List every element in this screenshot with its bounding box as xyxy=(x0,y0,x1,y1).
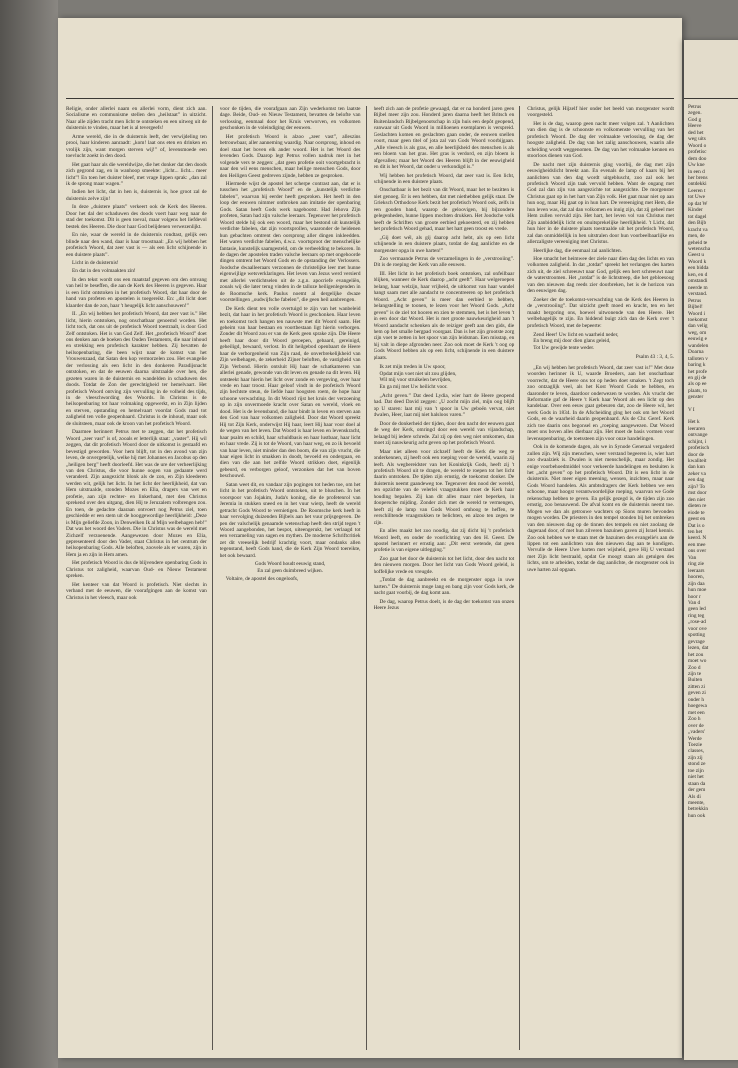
paragraph: Heerlijke dag, die eenmaal zal aanlichten. xyxy=(533,247,622,254)
adjacent-line: stond ze xyxy=(688,761,706,768)
adjacent-line: leeraars xyxy=(688,567,705,574)
adjacent-line: neerde m xyxy=(688,284,708,291)
column-4 xyxy=(527,106,674,1050)
adjacent-line: Woord k xyxy=(688,258,707,265)
paragraph: Het kenteer van dat Woord is profetisch. Niet slechts in verband met de eeuwen, die voorafgingen aan de komst van Christus in het vleesch, maar ook xyxy=(66,581,207,601)
adjacent-line: her brens xyxy=(688,174,708,181)
adjacent-line: hooren, xyxy=(688,574,705,581)
adjacent-line: Het k xyxy=(688,419,700,426)
verse-line: Opdat mijn voet niet uit zou glijden, xyxy=(379,370,457,377)
adjacent-line: Kinder xyxy=(688,207,703,214)
paragraph: Zoeker der de toekomst-verwachting van de Kerk des Heeren in de „verstrooiing”. Dat uitzicht geeft moed en kracht, ten en het maakt bergoring ons, hoewel uitwonende van den Heere. Het welbehagelijk te zijn. En hiddend buigt zich dan de Kerk over 't profetisch Woord, met de bepeerte: xyxy=(527,296,674,329)
paragraph: Door de donkerheid der tijden, door den nacht der eeuwen gaat de weg der Kerk, omringd door een wereld van vijandschap, belaagd bij iedere schrede. Zal zij op den weg niet omkomen, dan moet zij nauwkeurig acht geven op het profetisch Woord. xyxy=(373,420,515,447)
psalm-block xyxy=(533,332,674,351)
adjacent-line: profetisc xyxy=(688,149,707,156)
adjacent-line: een dag xyxy=(688,477,705,484)
adjacent-line: God g xyxy=(688,116,702,123)
adjacent-line: staan da xyxy=(688,780,706,787)
adjacent-line: ken, en d xyxy=(688,271,708,278)
newspaper-page xyxy=(58,18,682,1058)
paragraph: heeft zich aan de profetie gewaagd, dat er na honderd jaren geen Bijbel meer zijn zou. Honderd jaren daarna heeft het Britsch en Buitenlandsch Bijbelgenootschap in zijn huis een depôt geopend, vanwaar uit Gods Woord in millioenen exemplaren is verspreid. Geslachten komen en geslachten gaan onder, de eeuwen snellen voort, maar geen titel of jota zal van Gods Woord voorbijgaan. „Alle vleesch is als gras, en alle heerlijkheid des menschen is als een bloem van het gras. Het gras is verdord, en zijn bloem is afgevallen; maar het Woord des Heeren blijft in der eeuwigheid en dit is het Woord, dat onder u verkondigd is.” xyxy=(373,106,515,171)
paragraph: Licht in de duisternis! xyxy=(72,259,119,266)
psalm-reference: Psalm 43 : 3, 4, 5. xyxy=(635,354,674,361)
column-1 xyxy=(66,106,213,1050)
adjacent-line: op dat W xyxy=(688,200,708,207)
adjacent-line: geen led xyxy=(688,606,706,613)
paragraph: De Kerk dient ten volle overtuigd te zijn van het wanbeleid bezit, dat haar in het profetisch Woord is geschonken. Haar leven en toekomst toch hangen ten nauwste met dit Woord saam. Het geheim van haar bestaan en voortbestaan ligt hierin verborgen. Zonder dit Woord zou er van de Kerk geen sprake zijn. Die Heere heeft haar door dit Woord geroepen, gebaard, gereinigd, geheiligd, bewaard, verlost. In dit heilgebod openbaart de Heere haar de verborgenheid van Zijn raad, de onverbrekelijkheid van Zijn welbehagen, de zekerheid Zijner beloften, de vastigheid van Zijn Verbond. Hierin ontsluit Hij haar de schatkameren van allerlei genade, gewonde van dit leven en genade na dit leven. Hij ontsteekt haar hierin het licht over zonde en vergeving, over haar vrede en haar troost. Haar geloof vindt in de profetisch Woord zijn hechtste steun, de liefde haar hoogsten roem, de hope haar schoone verwachting. In dit Woord rijst het kruis der verzoening op in zijn onvermoede kracht over Satan en wereld, vloek en dood. Het is de levensband, die haar bindt in leven en sterven aan den God van haar volkomen zaligheid. Door dat Woord spreekt Hij tot Zijn Kerk, onderwijst Hij haar, leert Hij haar voor doel al de wegen van het leven. Dat Woord is haar leven en levenskracht, haar psalm en schild, haar schuldbasis en haar lustbaar, haar licht en haar vrede. Zij is tot de Woord, van haar weg, en zo ik bevoeld van haar leven, niet minder dan den boom, die van zijn vrucht, die haar eigen licht in smakken in doodt, bevoeld en ondergaan, en dien van die aan het zelfde Woord strikken doet, eigenlijk gebeurd, en verborgen geloof, verzonken dat het van boven beschouwd. xyxy=(219,305,361,480)
adjacent-line: plaats, to xyxy=(688,387,708,394)
adjacent-line: dan velig xyxy=(688,323,708,330)
paragraph: In deze „duistere plaats” verkeert ook de Kerk des Heeren. Door het dal der schaduwen des doods voert haar weg naar de stad der toekomst. Dit is geen toeval, maar volgens het liefdevol bestek des Heeren. Die door haar God belijdenen verwezenlijkt. xyxy=(66,204,207,230)
adjacent-page-text xyxy=(688,104,738,819)
paragraph: Daarmee herinnert Petrus met te zeggen, dat het profetisch Woord „zeer vast” is of, zooals er letterlijk staat: „vaster”. Hij wil zeggen, dat dit profetisch Woord door de uitkomst is gestaafd en bevestigd geworden. Voor hem blijft, tot in den avond van zijn leven, de onvergetelijk, welke hij met Johannes en Jacobus op den „heiligen berg” heeft doorleefd. Het was de ure der verheerlijking van den Christus, die voor hunne oogen van gedaante werd veranderd. Zijn aangezicht blonk als de zon, en Zijn kleederen werden wit, gelijk het licht. In het licht der heerlijkheid, dat van Hem uitstraalde, stonden Mozes en Elia, dragers van wet en profetie, aan zijn rechter- en linkerhand, met den Christus sprekend over den uitgang, dien Hij te Jeruzalem volbrengen zou. En toen, de gedachte daaraan ontvoert nog Petrus ziel, toen geschiedde er een stem uit de hooggewordige heerlijkheid: „Deze is Mijn geliefde Zoon, in Denwelken Ik al Mijn welbehagen heb!” Dat was het woord des Vaders. Die in Christus was de wereld met Zichzelf verzoenende. Aangewezen door Mozes en Elia, gepresenteerd door den Vader, staat Christus in het centrum der heilsopenbaring Gods. Alle beloften, zoovele als er waren, zijn in Hem ja en zijn in Hem amen. xyxy=(66,429,207,558)
adjacent-line: der gem xyxy=(688,787,706,794)
adjacent-line: geheid te xyxy=(688,239,708,246)
paragraph: „Totdat de dag aanbreekt en de morgenster opga in uwe harten.” De duisternis moge lang en bang zijn voor Gods kerk, de nacht gaat voorbij, de dag komt aan. xyxy=(373,577,515,597)
adjacent-line: ded het xyxy=(688,129,704,136)
adjacent-line: zitten zi xyxy=(688,683,705,690)
adjacent-line: zijn? To xyxy=(688,483,706,490)
paragraph: Hiermede wijst de apostel het scherpe contrast aan, dat er is tusschen het „profetisch Woord” en de „kunstelijk verdichte fabelen”, waarvan hij eerder heeft gesproken. Het heeft in den loop der eeuwen nimmer ontbroken aan imitatie der openbaring Gods. Satan heeft Gods werk nagebootst. Had Jehova Zijn profeten, Satan had zijn valsche leeraars. Tegenover het profetisch Woord stelde hij ook een woord, maar het bestond uit kunstelijk verdichte fabelen, dat zijn voortsprollen, waaronder de heidenen hun gebachten omtrent den oorsprong aller dingen inkleedden. Het waren verdichte fabelen, d.w.z. voortsproot der menschelijke fantasie, kunstelijk saamgesteld, om de verbeelding te bekoren. In de dagen der apostelen traden valsche leeraars op met ongehoorde dingen omtrent het Woord Gods en de opstanding der Verlossers. Joodsche dwaalleeraars verzonnen de christelijke leer met hunne eigenwijlige wetsverklaringen. Het leven van Jezus werd versierd met allerlei verdichtselen uit de z.g.n. apocriefe evangeliën, zooals wij die later terug vinden in de talloze heiligenlegenden in de Roomsche kerk. Paulus noemt al dergelijke dwaze voorstellingen „oudwijfsche fabelen”, die geen heil aanbrengen. xyxy=(219,180,361,304)
adjacent-line: leeraren xyxy=(688,425,706,432)
verse-block xyxy=(380,364,515,390)
adjacent-line: Van d xyxy=(688,599,701,606)
adjacent-line: Doarna xyxy=(688,349,704,356)
paragraph: Onschatbaar is het bezit van dit Woord, maar het te bezitten is niet genoeg. Er is een hebben, dat met niethebben gelijk staat. De Grieksch Orthodoxe Kerk bezit het profetisch Woord ook, zelfs in een gouden band, waarop de geloovigen, bij bijzondere gelegenheden, hunne lippen mochten drukken. Het Joodsche volk heeft de Schriften van groote eerbied gekoesterd, en zij hebben het profetisch Woord gehad, maar het hart geen troost en vrede. xyxy=(373,187,515,233)
adjacent-line: kracht va xyxy=(688,226,708,233)
adjacent-line: als op ee xyxy=(688,381,707,388)
paragraph: voor de tijden, die voorafgaan aan Zijn wederkomst ten laatste dage. Beide, Oud- en Nieuw Testament, bevatten de belofte van verlossing, eenmaal door het Kruis verworven, en volkomen geschonken in de voleindiging der eeuwen. xyxy=(219,106,361,132)
adjacent-line: dem doo xyxy=(688,155,707,162)
adjacent-line: eiode te xyxy=(688,509,705,516)
verse-line: Ik zet mijn treden in Uw spoor, xyxy=(379,364,446,371)
adjacent-section-head: VI xyxy=(688,406,696,413)
adjacent-line: men, de xyxy=(688,233,705,240)
adjacent-page xyxy=(684,40,738,1060)
quote-line: Gods Woord houdt eeuwig stand, xyxy=(254,561,326,568)
paragraph: „En wij hebben het profetisch Woord, dat zeer vast is!” Met deze woorden herinner ik U, waarde Broeders, aan het onschatbaar voorrecht, dat de Heere ons tot op heden doet smaken. 't Zegt toch zoo ontzaglijk veel, als het Kost Woord Gods te hebben, en daaronder te leven, daardoor onderwezen te worden. Als vrucht der Reformatie gaf de Heere 't Kerk haar Woord als een licht op den kandelaar. Over een eeuw gaat gebeuren dat, zoo de Heere wil, het werk Gods in 1834. In de Afscheiding ging het ook om het Woord Gods, en de waarheid daarin geopenbaard. Als de Chr. Geref. Kerk zich toe daarin ons begonsel en „roeping aangewezen. Dat Woord moet ons boven alles dierbaar zijn. Het moet de basis vormen voor levensopenbaring, de toetssteen zijn voor onze handelingen. xyxy=(527,364,674,442)
adjacent-line: ontvange xyxy=(688,432,708,439)
paragraph: „Gij doet wél, als gij daarop acht hebt, als op een licht schijnende in een duistere plaats, totdat de dag aanlichte en de morgenster opga in uwe harten!” xyxy=(373,234,515,254)
verse-line: Wil mij voor struikelen bevrijden, xyxy=(379,377,452,384)
paragraph: En alles maakt het zoo noodig, dat zij dicht bij 't profetisch Woord leeft, en onder de voorlichting van den H. Geest. De apostel herinnert er ernstig aan: „Dit eerst wetende, dat geen profetie is van eigene uitlegging.” xyxy=(373,528,515,554)
adjacent-line: spotting xyxy=(688,632,706,639)
adjacent-line: Zoo h xyxy=(688,716,701,723)
paragraph: Voltaire, de apostel des ongeloofs, xyxy=(225,576,299,583)
paragraph: II. „En wij hebben het profetisch Woord, dat zeer vast is.” Het licht, hierin ontstoken, nog onschatbaar genoemd worden. Het licht toch, dat ons uit de profetisch Woord toestraalt, is door God Zelf ontstoken. Het is van God Zelf. Het „profetisch Woord” doet ons denken aan de boeken des Ouden Testaments, die naar inhoud en strekking een profetisch karakter hebben. Zij bevatten de heilsopenbaring, die been wijst naar de komst van het Vrouwenzaad, dat Satan den kop vermorzelen zou. Het evangelie der verlossing als een licht in den donkeren Paradijsnacht ontstoken, en dat de eeuwen daarna uitstraalde over hen, die gezeten waren in de duisternis en wandelden in schaduwen des doods. Totdat de Zon der gerechtigheid ter hemelvaart. Het profetisch Woord ontving zijn vervulling in de volheid des tijds, in de vleeschwording des Woords. In Christus is de heilsopenbaring tot haar volmaking opgewerkt, en in Zijn lijden en sterven, opstanding en hemelvaart voordat Gods raad tot zaligheid ten volle geopenbaard. Christus is de inhoud, maar ook de sluitsteen, maar ook de kroon van het profetisch Woord. xyxy=(66,311,207,427)
adjacent-line: wandelen xyxy=(688,342,709,349)
paragraph: Hoe smacht het heimwee der ziele naar dien dag des lichts en van volkomen zaligheid. In dat „totdat” spreekt het verlangen des harten zich uit, de ziel schreeuwt naar God, gelijk een hert schreeuwt naar de waterstroomen. Het „totdat” is de lichtstreep, die het gebloesoog van den nieuwen dag reeds zier doorbreken, het is de horizon van den eeuwigen dag. xyxy=(527,255,674,295)
quote-line: En zal geen duimbreed wijken. xyxy=(257,567,323,574)
paragraph: III. Het licht in het profetisch boek ontstoken, zal onfeilbaar blijken, wanneer de Kerk daarop „acht geeft”. Haar welgeroepen belang, haar welzijn, haar vrijheid, de uitkomst van haar wandel hangt saam met alle aandacht te concentreeren op het profetisch Woord. „Acht geven” is meer dan eerbied te hebben, belangstelling te toonen, te lezen voor het Woord Gods. „Acht geven” is de ziel tot hooren en zien te stemmen, het is het leven 't in een door dat Woord. Het is met groote nauwkeurigheid aan 't Woord aandacht schenken als de reiziger geeft aan den gids, die hem op het smalle bergpad voorgaat. Dan is het zijn grootste zorg zijn voet te zetten in het spoor van zijn leidsman. Een misstap, en hij valt in diepe afgronden neer. Zoo ook moet de Kerk 't oog op Gods Woord hebben als op een licht, schijnende in een duistere plaats. xyxy=(373,270,515,361)
adjacent-line: ten het xyxy=(688,529,703,535)
paragraph: Maar niet alleen voor zichzelf heeft de Kerk die weg te onderkennen, zij heeft ook een roeping voor de wereld, waarin zij leeft. Als wegbereidster van het Koninkrijk Gods, heeft zij 't profetisch Woord uit te dragen, de wereld te roepen tot het licht daarin ontstoken. De tijden zijn ernstig, de toekomst donker. De duisternis neemt gaandeweg toe. Tegenover den nood der wereld, ten opzichte van de velerlei vraagstukken moet de Kerk haar houding bepalen. Zij kan dit alles maar niet beperken, in doopersche mijding. Zonder zich met de wereld te vermengen, heeft zij de lamp van Gods Woord omhoog te heffen, te verschilltende vraagstukken te belichten, en alzoo ten zegen te zijn. xyxy=(373,448,515,526)
adjacent-line: eeuwig e xyxy=(688,336,707,343)
paragraph: Het gaat haar als die wereldwijze, die het donker dat den doods zich gegrond zag, en in wanhoop smeekte: „licht... licht... meer licht”! En toen het duister bleef, met vrage lippen sprak: „dan zal ik de sprong maar wagen.” xyxy=(66,161,207,187)
verse-line: Zend Heer! Uw licht en waarheid neder, xyxy=(533,331,619,338)
paragraph: De dag, waarop Petrus doelt, is de dag der toekomst van onzen Heere Jezus xyxy=(373,598,515,612)
adjacent-line: ons over xyxy=(688,548,707,555)
paragraph: Het profetisch Woord is alzoo „zeer vast”, alleszins betrouwbaar, aller aanneming waardig. Naar oorsprong, inhoud en doel staat het boven elk ander woord. Het is het Woord des levenden Gods. Daarop legt Petrus vollen nadruk met in het volgende vers te zeggen: „dat geen profetie ooit voortgebracht is naar den wil eens menschen, maar heilige menschen Gods, door den Heiligen Geest gedreven zijnde, hebben ze gesproken. xyxy=(219,133,361,179)
adjacent-line: hoor r xyxy=(688,593,701,600)
adjacent-line: weg uits xyxy=(688,136,706,143)
adjacent-line: onder h xyxy=(688,696,705,703)
adjacent-line: Uw kne xyxy=(688,162,705,169)
verse-line: En ga mij met Uw heilicht voor. xyxy=(379,383,448,390)
paragraph: Het profetisch Woord is dus de blijvendere openbaring Gods in Christus tot zaligheid, waarvan Oud- en Nieuw Testament spreken. xyxy=(66,560,207,580)
adjacent-line: meente, xyxy=(688,800,705,807)
adjacent-line: zijn daa xyxy=(688,580,705,587)
adjacent-line: den niet xyxy=(688,496,705,503)
adjacent-line: zegen. xyxy=(688,110,702,117)
adjacent-line: het zou xyxy=(688,651,704,658)
adjacent-line: keerd. N xyxy=(688,535,707,542)
adjacent-line: zijn zij xyxy=(688,754,703,761)
adjacent-line: schijnt, i xyxy=(688,438,707,445)
adjacent-line: moet wo xyxy=(688,658,707,665)
adjacent-line: Geest u xyxy=(688,252,705,259)
adjacent-line: wetenscha xyxy=(688,245,711,252)
paragraph: Satan weet dit, en vandaar zijn pogingen tot heden toe, om het licht in het profetisch Woord ontstoken, uit te bluschen. In het voorspoor van Jojakim, Juda's koning, die de profetenrol van Jeremia in stukken sneed en in het vuur wierp, heeft de wereld getracht Gods Woord te vernietigen. De Roomsche kerk heeft in haar vervolging duizenden Bijbels aan het vuur prijsgegeven. De pen der valschelijk genaamde wetenschap heeft den strijd tegen 't Woord aangebonden, het bespot, uiteengerukt, het verlaagd tot een verzameling van sagen en mythen. De moderne Schriftcritiek zet dit vreeselijk bedrijf krachtig voort, maar ondanks allen tegenstand, heeft Gods hand, die de Kerk Zijn Woord toereikte, het ook bewaard. xyxy=(219,481,361,559)
article-columns xyxy=(66,106,674,1050)
paragraph: De nacht met zijn duisternis ging voorbij, de dag met zijn eeuwigheidslicht breekt aan. En evenals de lamp of kaars bij het aanlichten van den dag wordt uitgebluscht, zoo zal ook het profetisch Woord zijn taak vervuld hebben. Want de ongang met God zal dan zijn van aangezichte tot aangezichte. De morgenster Christus gaat op in het hart van Zijn volk. Het gaat maar niet op aan hun oog, maar Hij gaat op in hun hart. De vereeniging met Hem, die hun leven was, dat zal dan volkomen en innig zijn, dat zij geheel met Hem zullen vervuld zijn. Het hart, het leven vol van Christus met Zijn aanbiddelijk licht en onuitsprekelijke heerlijkheid. 't Licht, dat hun hier in de duistere plaats toestraalde uit het profetisch Woord, zal dan onmiddellijk in hen uitstralen door hun voorbeelbaarlijke en allerzaligste vereeniging met Christus. xyxy=(527,161,674,246)
adjacent-line: Als di xyxy=(688,793,701,800)
adjacent-line: „rose-ad xyxy=(688,619,706,626)
adjacent-line: geest en xyxy=(688,516,706,523)
paragraph: Wij hebben het profetisch Woord, dat zeer vast is. Een licht, schijnende in een duistere plaats. xyxy=(373,172,515,185)
paragraph: Zoo vermaande Petrus de verzamelingen in de „verstrooiing”. Dit is de roeping der Kerk van alle eeuwen. xyxy=(373,255,515,269)
adjacent-line: Zoo d xyxy=(688,664,701,671)
adjacent-line: een bidda xyxy=(688,265,709,272)
verse-line: En breng mij door dien glans geleid, xyxy=(533,338,611,345)
adjacent-line: Van xyxy=(688,554,697,561)
adjacent-line: mst door xyxy=(688,490,707,497)
column-2 xyxy=(220,106,367,1050)
adjacent-line: Werde xyxy=(688,735,702,742)
verse-line: Tot Uw gewijde tente weder. xyxy=(533,344,595,351)
paragraph: „Acht geven.” Dat deed Lydia, wier hart de Heere geopend had. Dat deed David zeggen: „U zocht mijn ziel, mijn oog blijft op U staren: laat mij van 't spoor in Uw geboën vervat, niet dwalen, Heer, laat mij niet halsloos varen.” xyxy=(373,393,515,419)
adjacent-line: Woord o xyxy=(688,142,707,149)
adjacent-line: Dat is o xyxy=(688,522,705,529)
adjacent-line: hun moe xyxy=(688,587,707,594)
adjacent-header-rule xyxy=(684,98,738,99)
adjacent-line: betrekkin xyxy=(688,806,709,813)
adjacent-line: toe zijn xyxy=(688,767,704,774)
paragraph: Arme wereld, die in de duisternis leeft, der verwijdeling ten prooi, haar kinderen aanraadt: „kom! laat ons eten en drinken en vrolijk zijn, want morgen sterven wij!” of, levensmoede een toevlucht zoekt in den dood. xyxy=(66,133,207,160)
adjacent-line: profetisch xyxy=(688,445,710,452)
adjacent-line: ring zie xyxy=(688,561,705,568)
adjacent-line: hun ook xyxy=(688,812,706,819)
adjacent-line: hoegewa xyxy=(688,703,707,710)
adjacent-line: een mee xyxy=(688,541,706,548)
column-3 xyxy=(374,106,521,1050)
adjacent-line: Heeve xyxy=(688,123,702,130)
adjacent-line: in een d xyxy=(688,168,705,175)
paragraph: Zoo gaat het door de duisternis tot het licht, door den nacht tot den nieuwen morgen. Door het licht van Gods Woord geleid, is hoffelijke vrede en vreugde. xyxy=(373,555,515,575)
adjacent-line: Buiten xyxy=(688,677,703,684)
adjacent-line: het profe xyxy=(688,368,707,375)
adjacent-line: Leeren t xyxy=(688,187,706,194)
paragraph: In den tekst wordt ons een maatstaf gegeven om den omvang van heil te beseffen, die aan de Kerk des Heeren is gegeven. Haar is een licht ontstoken in het profetisch Woord, dat haar door de hand van profeten en apostelen is toegereikt. En: „dit licht doet klaarder dan de zon, haar 't heugelijk licht aanschouwen!” xyxy=(66,276,207,309)
adjacent-line: lezen, dat xyxy=(688,645,709,652)
adjacent-line: voor ove xyxy=(688,625,707,632)
paragraph: Ook in de komende dagen, als we in Synode Generaal vergaderd zullen zijn. Wij zijn menschen, weer verstand begeeren is, wier hart zoo dwaalziek is. Dwalen is niet menschelijk, maar zondig. Het enige voorbehoedmiddel voor verkeerde handelingen en besluiten is het „acht geven” op het profetisch Woord. Dit is een licht in de duisternis. Niet meer eigen meening, wensen, inzichten, maar naar Gods Woord handelen. Als ambtsdragers der Kerk hebben we een schoone, maar hoogst verantwoordelijke roeping, waarvan we Gode rekenschap hebben te geven. En gelijk gezegd is, de tijden zijn zoo ernstig, zoo benauwend. De afval komt en de duisternis neemt toe. Mogen we dan als getrouwe wachters op Sions muren bevonden mogen worden. De priesters in den tempel stonden bij het ombreken van den nieuwen dag op de tinnen des tempels en niet zoolang de dageraad door, of met hun zilveren bazuinen gaven zij Israel kennis. Zoo ook hebben we te staan met de bazuinen des evangelie's aan de lippen tot een aanlichten van den nieuwen dag aan te kondigen. Vervulle de Heere Uwe harten met wijsheid, geve Hij U verstand met Zijn licht bestraald, opdat Ge moogt staan als getuigen des lichts, om te arbeiden, totdat de dag aanlichte, de morgenster ook in uwe harten zal opgaan. xyxy=(527,444,674,573)
adjacent-line: geven zi xyxy=(688,690,706,697)
adjacent-line: Toezie xyxy=(688,741,703,748)
adjacent-line: en gij de xyxy=(688,375,707,382)
adjacent-line: Woord i xyxy=(688,310,706,317)
adjacent-line: dieten re xyxy=(688,503,707,510)
adjacent-line: gevrage xyxy=(688,638,705,645)
adjacent-line: kwaliteit xyxy=(688,458,707,465)
adjacent-line: zeker va xyxy=(688,470,706,477)
adjacent-line: genster xyxy=(688,394,704,401)
adjacent-line: omstandi xyxy=(688,278,708,285)
adjacent-line: Petrus xyxy=(688,104,702,110)
adjacent-line: Bijbel! xyxy=(688,304,703,311)
paragraph: Religie, onder allerlei naam en allerlei vorm, dient zich aan. Socialisme en communisme stellen den „heilstaat” in uitzicht. Naar alle zijden tracht men licht te ontsteken en een uitweg uit de duisternis te vinden, maar het is al tevergeefs! xyxy=(66,106,207,132)
adjacent-line: toekomst xyxy=(688,316,708,323)
adjacent-line: ring teg xyxy=(688,612,705,619)
adjacent-line: den Bijb xyxy=(688,220,707,227)
adjacent-line: dan kun xyxy=(688,464,705,471)
paragraph: En nie, waar de wereld in de duisternis rondtast, gelijk een blinde naar den wand, daar is haar troostnaal: „En wij hebben het profetisch Woord, dat zeer vast is — als een licht schijnende in een duistere plaats”. xyxy=(66,232,207,258)
adjacent-line: talloten v xyxy=(688,355,708,362)
paragraph: Christus, gelijk Hijzelf hier onder het beeld van morgenster wordt voorgesteld. xyxy=(527,106,674,119)
header-rule xyxy=(66,98,674,99)
adjacent-line: tot Uwe xyxy=(688,194,705,201)
adjacent-line: „vaders' xyxy=(688,729,706,736)
adjacent-line: niet het xyxy=(688,774,704,781)
adjacent-line: door de xyxy=(688,451,705,458)
adjacent-line: baring k xyxy=(688,362,706,369)
quote-block xyxy=(220,561,361,574)
adjacent-line: Petrus xyxy=(688,297,702,304)
adjacent-line: zijn te xyxy=(688,670,702,677)
paragraph: En dat in den volmaakten zin! xyxy=(72,268,136,275)
adjacent-line: classes, xyxy=(688,748,705,755)
paragraph: Het is de dag, waarop geen nacht meer volgen zal. 't Aanlichten van dien dag is de schoonste en volkomenste vervulling van het profetisch Woord. De dag der volmaakte verlossing, de dag der hoogste zaligheid. De dag van het zalig aanschouwen, waarin alle scheiding wordt weggenomen. De dag van het volmaakte kennen en stoorloos dienen van God. xyxy=(527,120,674,160)
adjacent-line: verstand. xyxy=(688,291,708,298)
adjacent-line: weg, om xyxy=(688,329,707,336)
adjacent-line: over de xyxy=(688,722,704,729)
scan-backdrop xyxy=(0,0,58,1068)
adjacent-line: met een xyxy=(688,709,705,716)
adjacent-line: ontdekki xyxy=(688,181,707,188)
adjacent-line: tot dagel xyxy=(688,213,707,220)
paragraph: Indien het licht, dat in hen is, duisternis is, hoe groot zal de duisternis zelve zijn! xyxy=(66,189,207,202)
